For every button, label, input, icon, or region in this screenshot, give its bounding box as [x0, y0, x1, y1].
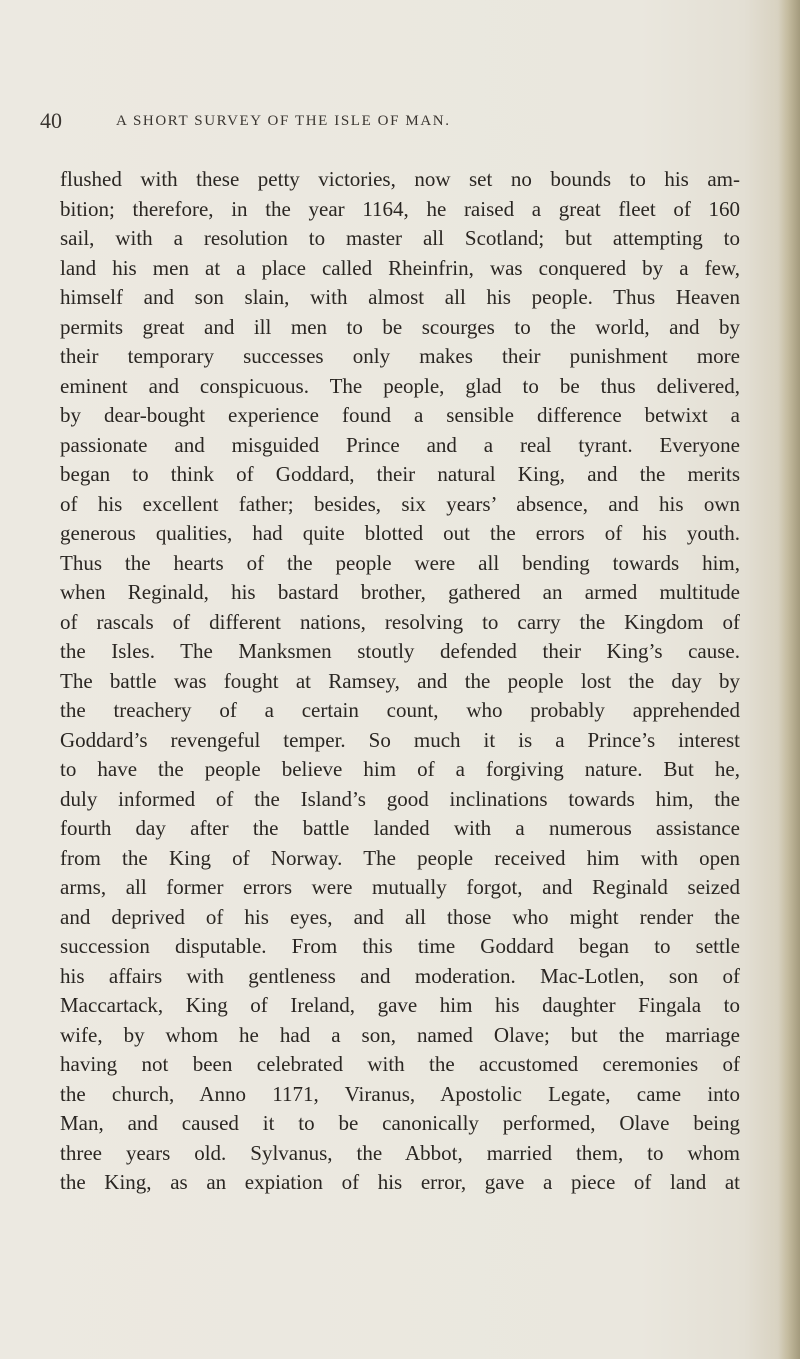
text-line: fourth day after the battle landed with a numerous assistance — [60, 816, 740, 840]
running-header — [40, 108, 740, 134]
text-line: three years old. Sylvanus, the Abbot, married them, to whom — [60, 1140, 740, 1165]
text-line: flushed with these petty victories, now set no bounds to his am- — [60, 167, 740, 191]
text-line: and deprived of his eyes, and all those who might render the — [60, 904, 740, 929]
text-line: duly informed of the Island’s good inclinations towards him, the — [60, 786, 740, 811]
text-line: the church, Anno 1171, Viranus, Apostolic Legate, came into — [60, 1081, 740, 1106]
text-line: Thus the hearts of the people were all bending towards him, — [60, 550, 740, 575]
text-line: Maccartack, King of Ireland, gave him his daughter Fingala to — [60, 993, 740, 1017]
text-line: passionate and misguided Prince and a real tyrant. Everyone — [60, 432, 740, 457]
text-line: eminent and conspicuous. The people, glad to be thus delivered, — [60, 373, 740, 398]
text-line: to have the people believe him of a forgiving nature. But he, — [60, 757, 740, 781]
page-edge-shadow — [778, 0, 800, 1359]
text-line: of rascals of different nations, resolving to carry the Kingdom of — [60, 609, 740, 634]
text-line: permits great and ill men to be scourges to the world, and by — [60, 314, 740, 339]
text-line: sail, with a resolution to master all Scotland; but attempting to — [60, 226, 740, 250]
text-line: land his men at a place called Rheinfrin, was conquered by a few, — [60, 255, 740, 280]
text-line: his affairs with gentleness and moderation. Mac-Lotlen, son of — [60, 963, 740, 988]
text-line: of his excellent father; besides, six years’ absence, and his own — [60, 491, 740, 516]
page-number: 40 — [40, 108, 62, 133]
text-line: having not been celebrated with the accustomed ceremonies of — [60, 1052, 740, 1076]
text-line: the King, as an expiation of his error, gave a piece of land at — [60, 1170, 740, 1194]
text-line: began to think of Goddard, their natural King, and the merits — [60, 462, 740, 486]
text-line: arms, all former errors were mutually forgot, and Reginald seized — [60, 875, 740, 899]
text-line: the treachery of a certain count, who probably apprehended — [60, 698, 740, 722]
text-line: bition; therefore, in the year 1164, he raised a great fleet of 160 — [60, 196, 740, 221]
text-line: Man, and caused it to be canonically performed, Olave being — [60, 1111, 740, 1135]
text-line: wife, by whom he had a son, named Olave; but the marriage — [60, 1022, 740, 1047]
text-line: from the King of Norway. The people received him with open — [60, 845, 740, 870]
text-line: The battle was fought at Ramsey, and the people lost the day by — [60, 668, 740, 693]
text-line: their temporary successes only makes their punishment more — [60, 344, 740, 368]
running-title: A SHORT SURVEY OF THE ISLE OF MAN. — [116, 113, 451, 129]
text-line: succession disputable. From this time Goddard began to settle — [60, 934, 740, 958]
body-text — [60, 165, 740, 1198]
text-line: generous qualities, had quite blotted out the errors of his youth. — [60, 521, 740, 545]
text-line: himself and son slain, with almost all his people. Thus Heaven — [60, 285, 740, 309]
text-line: when Reginald, his bastard brother, gathered an armed multitude — [60, 580, 740, 604]
text-line: the Isles. The Manksmen stoutly defended their King’s cause. — [60, 639, 740, 663]
text-line: by dear-bought experience found a sensible difference betwixt a — [60, 403, 740, 427]
text-line: Goddard’s revengeful temper. So much it is a Prince’s interest — [60, 727, 740, 752]
